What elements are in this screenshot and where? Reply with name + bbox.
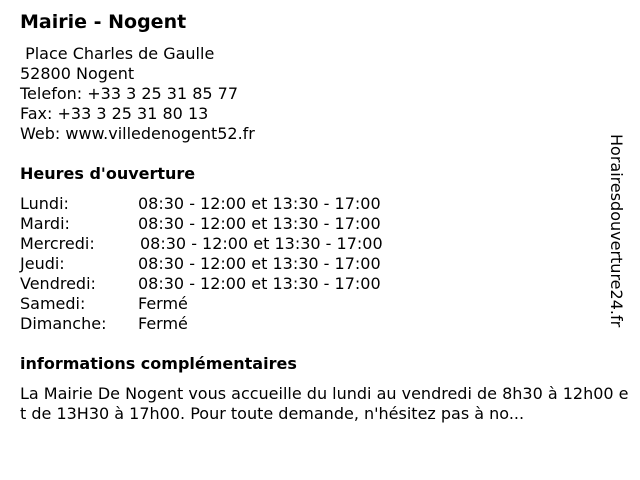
day-label: Samedi: [20, 294, 86, 313]
day-label: Mardi: [20, 214, 70, 233]
hours-row-wednesday [20, 234, 460, 254]
info-description: La Mairie De Nogent vous accueille du lundi au vendredi de 8h30 à 12h00 et de 13H30 à 17h00. Pour toute demande, n'hésitez pas à no... [20, 384, 629, 423]
info-heading: informations complémentaires [20, 354, 297, 373]
hours-row-thursday [20, 254, 460, 274]
hours-heading: Heures d'ouverture [20, 164, 196, 183]
day-hours: 08:30 - 12:00 et 13:30 - 17:00 [138, 214, 381, 233]
day-label: Jeudi: [20, 254, 65, 273]
day-hours: 08:30 - 12:00 et 13:30 - 17:00 [138, 274, 381, 293]
day-hours: 08:30 - 12:00 et 13:30 - 17:00 [138, 254, 381, 273]
site-watermark: Horairesdouverture24.fr [607, 134, 626, 328]
hours-row-monday [20, 194, 460, 214]
page-title: Mairie - Nogent [20, 11, 187, 33]
day-label: Vendredi: [20, 274, 96, 293]
day-hours: 08:30 - 12:00 et 13:30 - 17:00 [138, 194, 381, 213]
day-hours: Fermé [138, 294, 188, 313]
city-postcode: 52800 Nogent [20, 64, 135, 83]
day-hours: Fermé [138, 314, 188, 333]
contact-block [20, 44, 255, 144]
hours-row-sunday [20, 314, 460, 334]
hours-row-friday [20, 274, 460, 294]
fax-number: Fax: +33 3 25 31 80 13 [20, 104, 209, 123]
website: Web: www.villedenogent52.fr [20, 124, 255, 143]
day-label: Mercredi: [20, 234, 95, 253]
day-label: Dimanche: [20, 314, 107, 333]
day-label: Lundi: [20, 194, 69, 213]
hours-row-saturday [20, 294, 460, 314]
phone-number: Telefon: +33 3 25 31 85 77 [20, 84, 239, 103]
opening-hours-table [20, 194, 460, 334]
street-address: Place Charles de Gaulle [20, 44, 215, 63]
day-hours: 08:30 - 12:00 et 13:30 - 17:00 [140, 234, 383, 253]
hours-row-tuesday [20, 214, 460, 234]
